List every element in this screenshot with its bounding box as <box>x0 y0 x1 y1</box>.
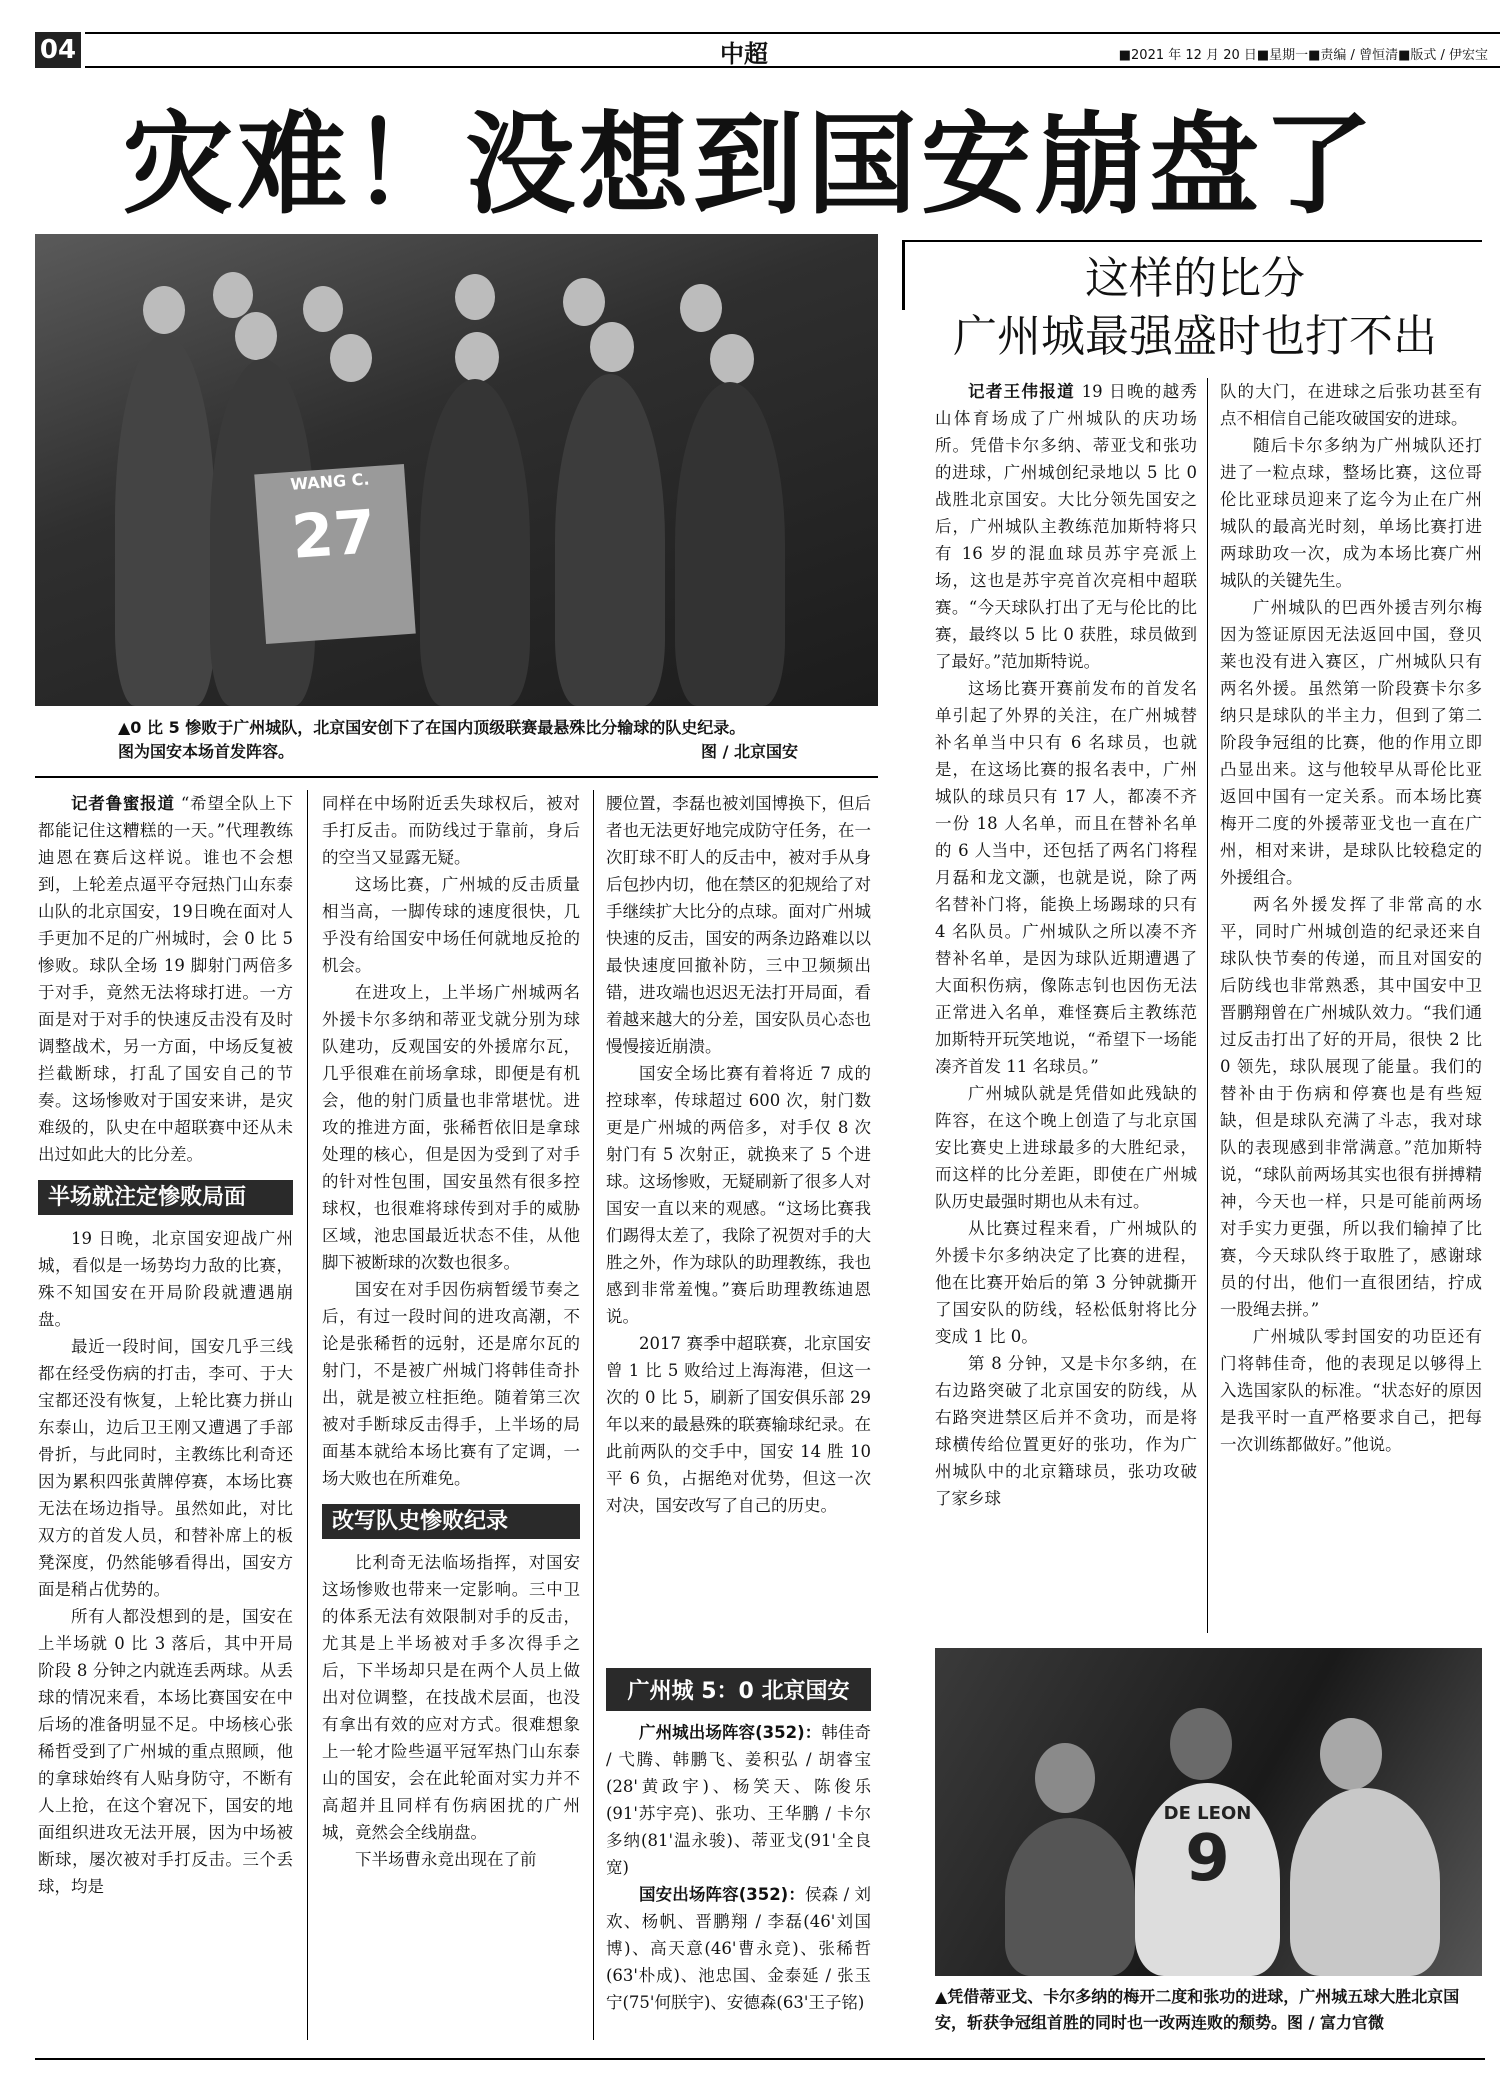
top-photo-caption <box>118 716 878 764</box>
right-article-top-rule <box>902 240 1482 242</box>
player-head <box>330 334 372 382</box>
paragraph: 从比赛过程来看，广州城队的外援卡尔多纳决定了比赛的进程，他在比赛开始后的第 3 分钟就撕开了国安队的防线，轻松低射将比分变成 1 比 0。 <box>935 1219 1197 1346</box>
right-byline: 记者王伟报道 <box>968 382 1075 401</box>
page-number: 04 <box>35 32 81 68</box>
byline: 记者鲁蜜报道 <box>71 794 175 813</box>
main-article-col2 <box>322 790 580 1873</box>
paragraph: 这场比赛开赛前发布的首发名单引起了外界的关注，在广州城替补名单当中只有 6 名球员，也就是，在这场比赛的报名表中，广州城队的球员只有 17 人，都凑不齐一份 18 人名单，而且在替补名单的 6 人当中，还包括了两名门将程月磊和龙文灏，也就是说，除了两名替补门将，能换上场踢球的只有 4 名队员。广州城队之所以凑不齐替补名单，是因为球队近期遭遇了大面积伤病，像陈志钊也因伤无法正常进入名单，难怪赛后主教练范加斯特开玩笑地说，“希望下一场能凑齐首发 11 名球员。” <box>935 679 1197 1076</box>
paragraph: 19 日晚，北京国安迎战广州城，看似是一场势均力敌的比赛，殊不知国安在开局阶段就遭遇崩盘。 <box>38 1229 293 1329</box>
paragraph: “希望全队上下都能记住这糟糕的一天。”代理教练迪恩在赛后这样说。谁也不会想到，上轮差点逼平夺冠热门山东泰山队的北京国安，19日晚在面对人手更加不足的广州城时，会 0 比 5 惨败。球队全场 19 脚射门两倍多于对手，竟然无法将球打进。一方面是对于对手的快速反击没有及时调整战术，另一方面，中场反复被拦截断球，打乱了国安自己的节奏。这场惨败对于国安来讲，是灾难级的，队史在中超联赛中还从未出过如此大的比分差。 <box>38 794 294 1164</box>
paragraph: 广州城队的巴西外援吉列尔梅因为签证原因无法返回中国，登贝莱也没有进入赛区，广州城队只有两名外援。虽然第一阶段赛卡尔多纳只是球队的半主力，但到了第二阶段争冠组的比赛，他的作用立即凸显出来。这与他较早从哥伦比亚返回中国有一定关系。而本场比赛梅开二度的外援蒂亚戈也一直在广州，相对来讲，是球队比较稳定的外援组合。 <box>1220 598 1482 887</box>
gz-lineup: 韩佳奇 / 弋腾、韩鹏飞、姜积弘 / 胡睿宝(28'黄政宇)、杨笑天、陈俊乐(91'苏宇亮)、张功、王华鹏 / 卡尔多纳(81'温永骏)、蒂亚戈(91'全良宽) <box>606 1723 872 1877</box>
paragraph: 两名外援发挥了非常高的水平，同时广州城创造的纪录还来自球队快节奏的传递，而且对国安的后防线也非常熟悉，其中国安中卫晋鹏翔曾在广州城队效力。“我们通过反击打出了好的开局，很快 2 比 0 领先，球队展现了能量。我们的替补由于伤病和停赛也是有些短缺，但是球队充满了斗志，我对球队的表现感到非常满意。”范加斯特说，“球队前两场其实也很有拼搏精神，今天也一样，只是可能前两场对手实力更强，所以我们输掉了比赛，今天球队终于取胜了，感谢球员的付出，他们一直很团结，拧成一股绳去拼。” <box>1220 895 1482 1319</box>
shirt-number: 9 <box>1185 1822 1230 1896</box>
section-name: 中超 <box>720 40 768 68</box>
column-divider <box>1207 378 1208 1633</box>
celebration-photo <box>935 1648 1482 1976</box>
paragraph: 下半场曹永竞出现在了前 <box>355 1850 537 1869</box>
player-head <box>563 278 605 326</box>
player-body <box>1135 1783 1280 1976</box>
right-title-line2: 广州城最强盛时也打不出 <box>953 311 1437 362</box>
gz-lineup-label: 广州城出场阵容(352)： <box>639 1723 822 1742</box>
paragraph: 国安在对手因伤病暂缓节奏之后，有过一段时间的进攻高潮，不论是张稀哲的远射，还是席尔瓦的射门，不是被广州城门将韩佳奇扑出，就是被立柱拒绝。随着第三次被对手断球反击得手，上半场的局面基本就给本场比赛有了定调，一场大败也在所难免。 <box>322 1280 580 1488</box>
column-divider <box>593 790 594 2040</box>
player-head <box>680 284 722 332</box>
shirt-name: DE LEON <box>1163 1803 1252 1824</box>
ga-lineup: 侯森 / 刘欢、杨帆、晋鹏翔 / 李磊(46'刘国博)、高天意(46'曹永竞)、张稀哲(63'朴成)、池忠国、金泰延 / 张玉宁(75'何朕宇)、安德森(63'王子铭) <box>606 1885 871 2012</box>
jersey-name: WANG C. <box>289 469 371 494</box>
caption-line-2: 图为国安本场首发阵容。 <box>118 742 295 761</box>
paragraph: 广州城队就是凭借如此残缺的阵容，在这个晚上创造了与北京国安比赛史上进球最多的大胜纪录，而这样的比分差距，即使在广州城队历史最强时期也从未有过。 <box>935 1084 1197 1211</box>
player-body <box>115 334 215 706</box>
paragraph: 第 8 分钟，又是卡尔多纳，在右边路突破了北京国安的防线，从右路突进禁区后并不贪功，而是将球横传给位置更好的张功，作为广州城队中的北京籍球员，张功攻破了家乡球 <box>935 1354 1197 1508</box>
paragraph: 在进攻上，上半场广州城两名外援卡尔多纳和蒂亚戈就分别为球队建功，反观国安的外援席尔瓦，几乎很难在前场拿球，即便是有机会，他的射门质量也非常堪忧。进攻的推进方面，张稀哲依旧是拿球处理的核心，但是因为受到了对手的针对性包围，国安虽然有很多控球权，也很难将球传到对手的威胁区域，池忠国最近状态不佳，从他脚下被断球的次数也很多。 <box>322 983 580 1272</box>
player-body <box>555 374 665 706</box>
player-head <box>1170 1708 1232 1780</box>
player-head <box>1320 1718 1382 1790</box>
subheading: 半场就注定惨败局面 <box>38 1180 293 1215</box>
paragraph: 腰位置，李磊也被刘国博换下，但后者也无法更好地完成防守任务，在一次盯球不盯人的反击中，被对手从身后包抄内切，他在禁区的犯规给了对手继续扩大比分的点球。面对广州城快速的反击，国安的两条边路难以以最快速度回撤补防，三中卫频频出错，进攻端也迟迟无法打开局面，看着越来越大的分差，国安队员心态也慢慢接近崩溃。 <box>606 794 871 1056</box>
player-body <box>420 379 530 706</box>
paragraph: 19 日晚的越秀山体育场成了广州城队的庆功场所。凭借卡尔多纳、蒂亚戈和张功的进球，广州城创纪录地以 5 比 0 战胜北京国安。大比分领先国安之后，广州城队主教练范加斯特将只有 16 岁的混血球员苏宇亮派上场，这也是苏宇亮首次亮相中超联赛。“今天球队打出了无与伦比的比赛，最终以 5 比 0 获胜，球员做到了最好。”范加斯特说。 <box>935 382 1198 671</box>
caption-line-1: ▲0 比 5 惨败于广州城队，北京国安创下了在国内顶级联赛最悬殊比分输球的队史纪录。 <box>118 718 746 737</box>
paragraph: 同样在中场附近丢失球权后，被对手打反击。而防线过于靠前，身后的空当又显露无疑。 <box>322 794 580 867</box>
held-jersey <box>254 464 415 644</box>
paragraph: 国安全场比赛有着将近 7 成的控球率，传球超过 600 次，射门数更是广州城的两倍多，对手仅 8 次射门有 5 次射正，就换来了 5 个进球。这场惨败，无疑刷新了很多人对国安一直以来的观感。“这场比赛我们踢得太差了，我除了祝贺对手的大胜之外，作为球队的助理教练，我也感到非常羞愧。”赛后助理教练迪恩说。 <box>606 1064 871 1326</box>
issue-info: ■2021 年 12 月 20 日■星期一■责编 / 曾恒清■版式 / 伊宏宝 <box>1118 48 1488 63</box>
player-head <box>143 286 185 334</box>
caption-line-2-row <box>118 740 878 764</box>
right-article-frame <box>902 240 905 310</box>
right-article-colA <box>935 378 1197 1512</box>
lineup-title: 广州城 5：0 北京国安 <box>606 1668 871 1711</box>
right-article-colB <box>1220 378 1482 1458</box>
player-body <box>1005 1818 1135 1976</box>
paragraph: 最近一段时间，国安几乎三线都在经受伤病的打击，李可、于大宝都还没有恢复，上轮比赛力拼山东泰山，边后卫王刚又遭遇了手部骨折，与此同时，主教练比利奇还因为累积四张黄牌停赛，本场比赛无法在场边指导。虽然如此，对比双方的首发人员，和替补席上的板凳深度，仍然能够看得出，国安方面是稍占优势的。 <box>38 1337 293 1599</box>
player-body <box>675 382 785 706</box>
player-head <box>1035 1743 1095 1813</box>
column-divider <box>307 790 308 2040</box>
lineup-text <box>606 1719 871 2016</box>
ga-lineup-label: 国安出场阵容(352)： <box>639 1885 805 1904</box>
main-article-col1 <box>38 790 293 1900</box>
bottom-photo-caption: ▲凭借蒂亚戈、卡尔多纳的梅开二度和张功的进球，广州城五球大胜北京国安，斩获争冠组首胜的同时也一改两连败的颓势。图 / 富力官微 <box>935 1987 1460 2032</box>
divider <box>35 776 878 778</box>
player-head <box>455 274 495 320</box>
team-photo <box>35 234 878 706</box>
headline: 灾难！没想到国安崩盘了 <box>123 101 1377 229</box>
photo-credit: 图 / 北京国安 <box>701 742 798 761</box>
paragraph: 比利奇无法临场指挥，对国安这场惨败也带来一定影响。三中卫的体系无法有效限制对手的反击，尤其是上半场被对手多次得手之后，下半场却只是在两个人员上做出对位调整，在技战术层面，也没有拿出有效的应对方式。很难想象上一轮才险些逼平冠军热门山东泰山的国安，会在此轮面对实力并不高超并且同样有伤病困扰的广州城，竟然会全线崩盘。 <box>322 1553 580 1842</box>
player-head <box>590 322 634 372</box>
main-article-col3 <box>606 790 871 1519</box>
player-head <box>235 312 277 360</box>
paragraph: 这场比赛，广州城的反击质量相当高，一脚传球的速度很快，几乎没有给国安中场任何就地反抢的机会。 <box>322 875 580 975</box>
subheading: 改写队史惨败纪录 <box>322 1504 580 1539</box>
right-title-line1: 这样的比分 <box>1085 253 1305 304</box>
player-body <box>1290 1788 1440 1976</box>
player-head <box>455 332 499 382</box>
player-head <box>710 334 754 384</box>
player-head <box>303 286 343 332</box>
jersey-number: 27 <box>289 497 378 573</box>
paragraph: 随后卡尔多纳为广州城队还打进了一粒点球，整场比赛，这位哥伦比亚球员迎来了迄今为止在广州城队的最高光时刻，单场比赛打进两球助攻一次，成为本场比赛广州城队的关键先生。 <box>1220 436 1482 590</box>
paragraph: 所有人都没想到的是，国安在上半场就 0 比 3 落后，其中开局阶段 8 分钟之内就连丢两球。从丢球的情况来看，本场比赛国安在中后场的准备明显不足。中场核心张稀哲受到了广州城的重点照顾，他的拿球始终有人贴身防守，不断有人上抢，在这个窘况下，国安的地面组织进攻无法开展，因为中场被断球，屡次被对手打反击。三个丢球，均是 <box>38 1607 293 1896</box>
paragraph: 广州城队零封国安的功臣还有门将韩佳奇，他的表现足以够得上入选国家队的标准。“状态好的原因是我平时一直严格要求自己，把每一次训练都做好。”他说。 <box>1220 1327 1482 1454</box>
bottom-rule <box>35 2058 1485 2060</box>
paragraph: 队的大门，在进球之后张功甚至有点不相信自己能攻破国安的进球。 <box>1220 382 1482 428</box>
player-head <box>213 272 253 318</box>
paragraph: 2017 赛季中超联赛，北京国安曾 1 比 5 败给过上海海港，但这一次的 0 比 5，刷新了国安俱乐部 29 年以来的最悬殊的联赛输球纪录。在此前两队的交手中，国安 14 胜 10 平 6 负，占据绝对优势，但这一次对决，国安改写了自己的历史。 <box>606 1334 871 1515</box>
lineup-box <box>606 1668 871 2016</box>
right-article-title <box>910 250 1480 366</box>
